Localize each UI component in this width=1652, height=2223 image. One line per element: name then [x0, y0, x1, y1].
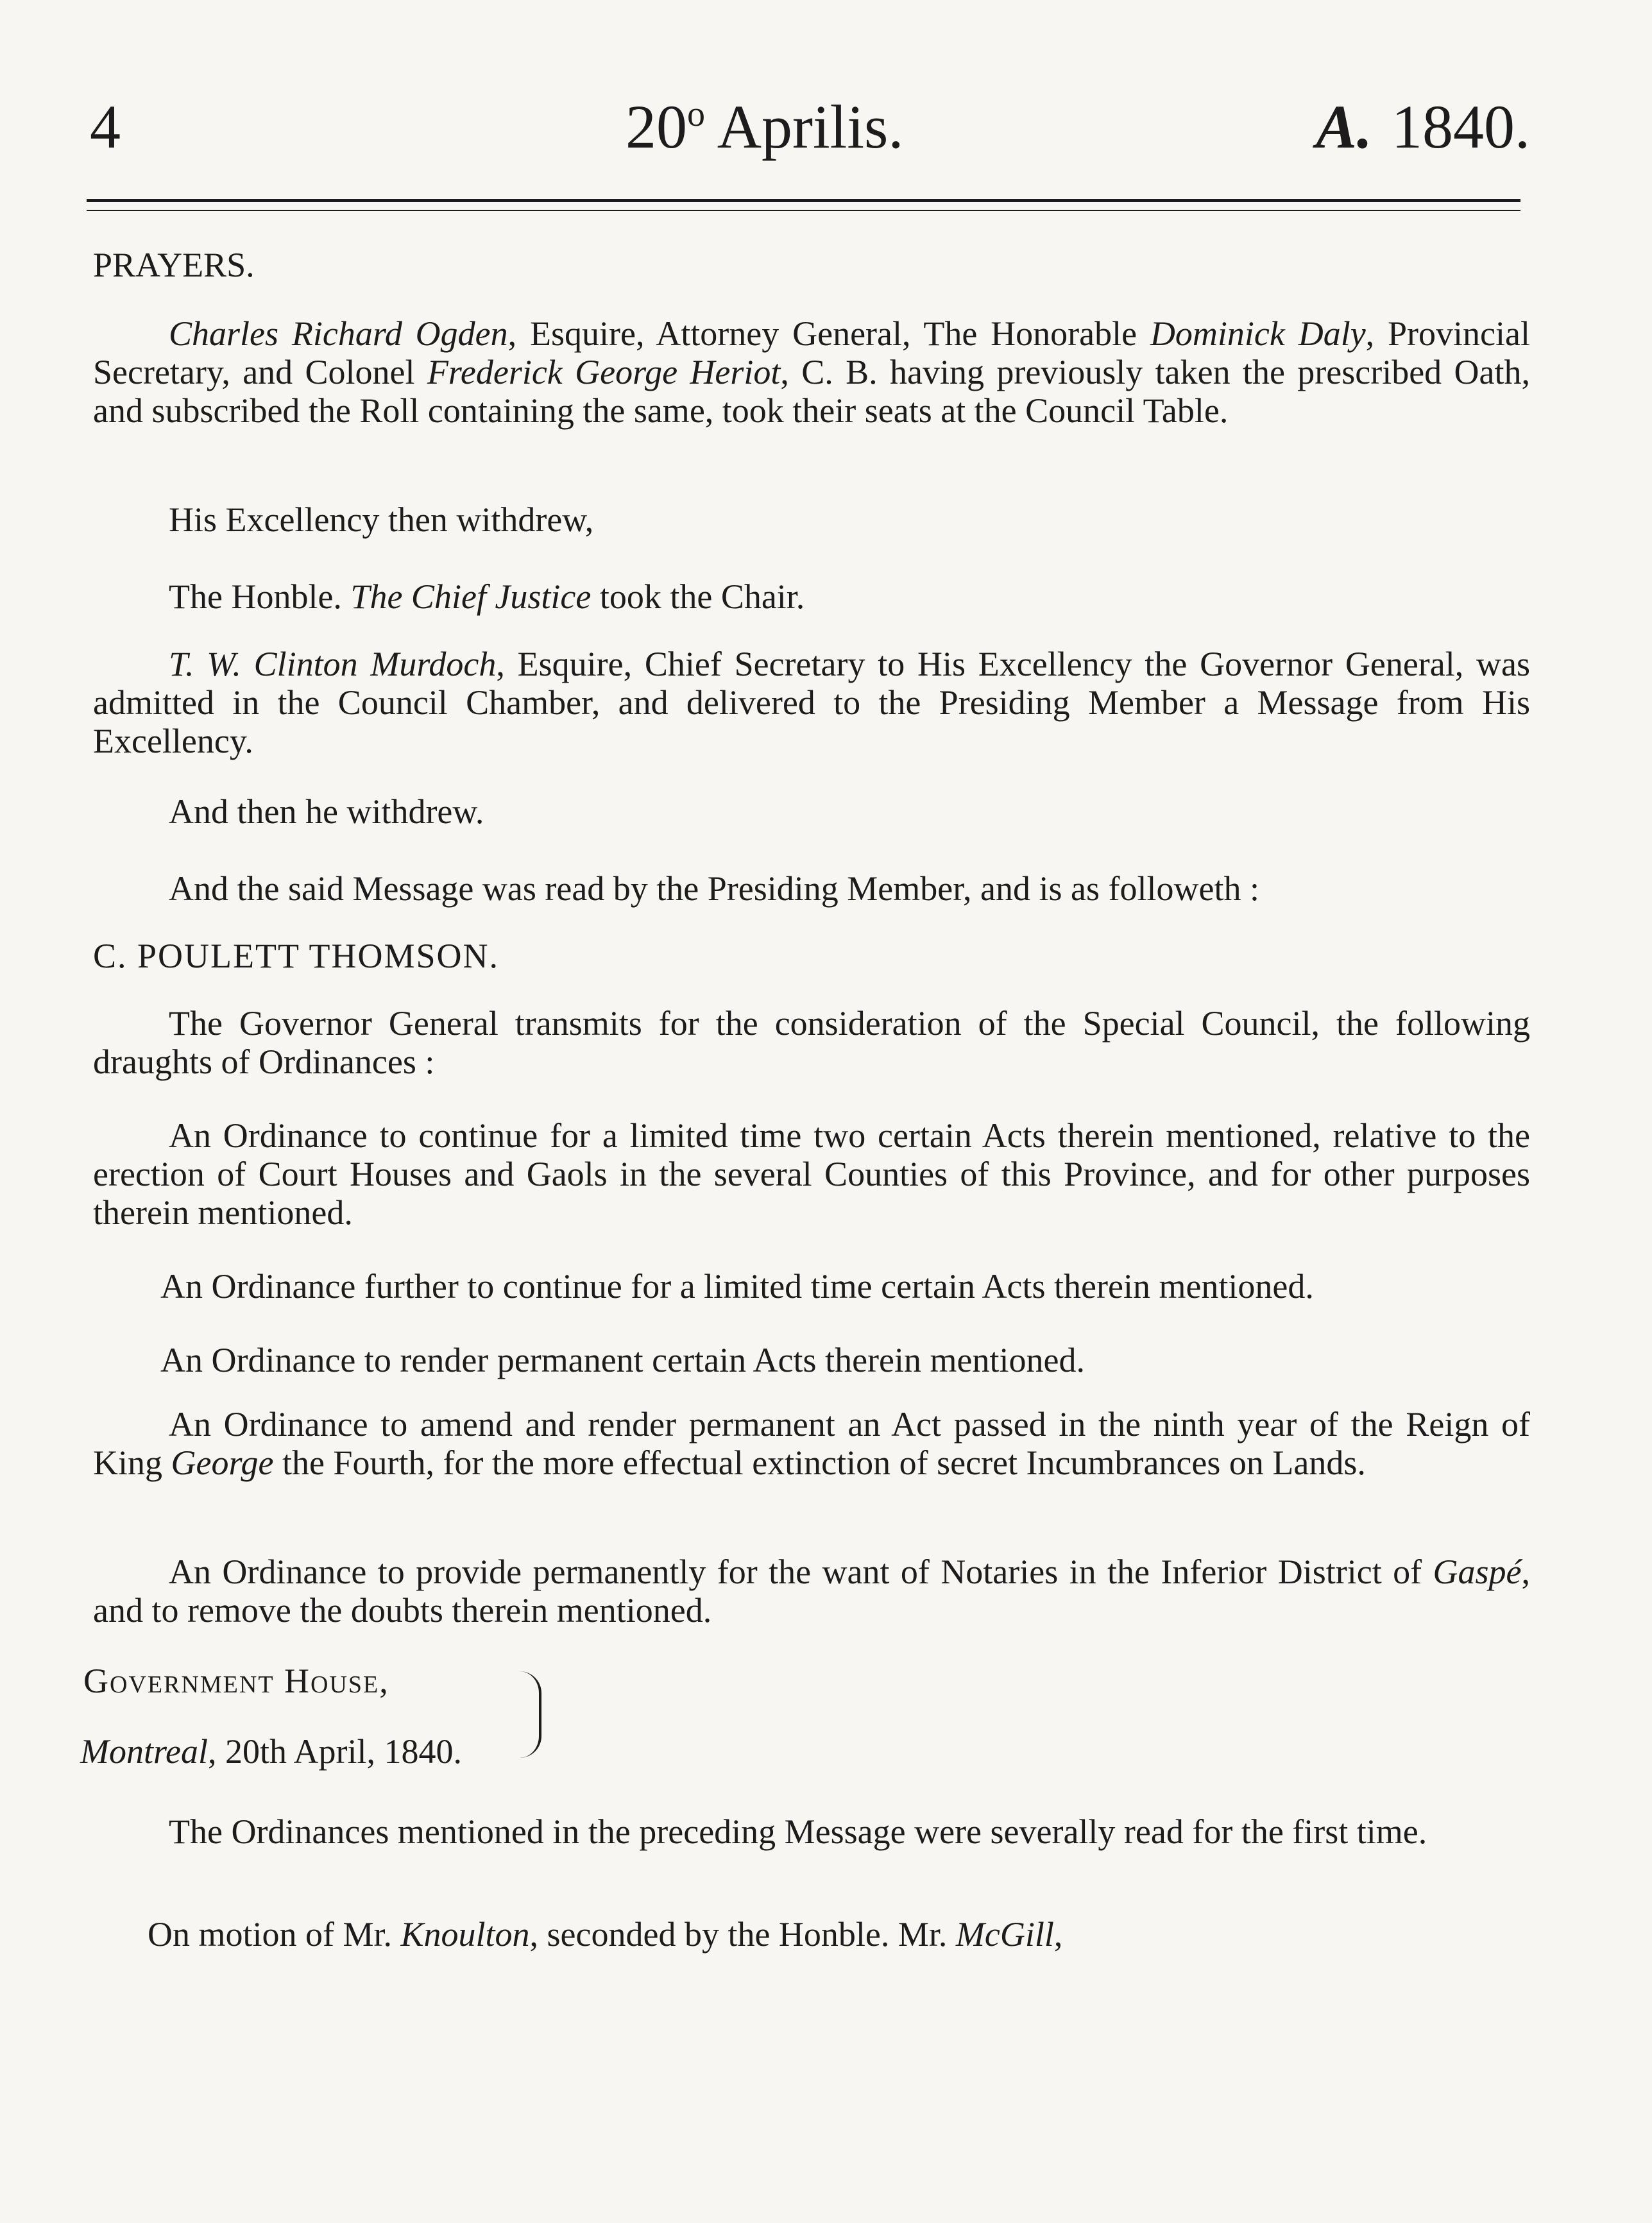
motion-line: On motion of Mr. Knoulton, seconded by the Honble. Mr. McGill,	[148, 1915, 1063, 1954]
header-rule-thick	[87, 199, 1520, 202]
signatory: C. POULETT THOMSON.	[93, 937, 500, 975]
ordinance-1: An Ordinance to continue for a limited time two certain Acts therein mentioned, relative to the erection of Court Houses and Gaols in the several Counties of this Province, and for other purposes therein mentioned.	[93, 1116, 1530, 1232]
first-reading-paragraph: The Ordinances mentioned in the preceding Message were severally read for the first time.	[169, 1812, 1427, 1851]
name-heriot: Frederick George Heriot	[427, 353, 781, 391]
date-ordinal: o	[687, 94, 705, 134]
header-rule-thin	[87, 210, 1520, 211]
date-day: 20	[626, 92, 687, 161]
murdoch-paragraph: T. W. Clinton Murdoch, Esquire, Chief Secretary to His Excellency the Governor General, was admitted in the Council Chamber, and delivered to the Presiding Member a Message from His Excellency.	[93, 645, 1530, 760]
government-house-line: Government House,	[83, 1662, 389, 1700]
page-year	[1315, 92, 1530, 161]
message-read-line: And the said Message was read by the Presiding Member, and is as followeth :	[169, 869, 1259, 908]
name-murdoch: T. W. Clinton Murdoch	[169, 645, 497, 683]
name-chief-justice: The Chief Justice	[350, 577, 592, 616]
prayers-heading: PRAYERS.	[93, 246, 255, 284]
signing-place-date: Montreal, 20th April, 1840.	[80, 1732, 462, 1771]
place-gaspe: Gaspé	[1433, 1553, 1522, 1591]
year-prefix: A.	[1315, 92, 1372, 161]
chair-line: The Honble. The Chief Justice took the Chair.	[169, 577, 805, 616]
ordinance-5: An Ordinance to provide permanently for the want of Notaries in the Inferior District of Gaspé, and to remove the doubts therein mentioned.	[93, 1553, 1530, 1630]
place-montreal: Montreal	[80, 1732, 208, 1771]
ordinance-3: An Ordinance to render permanent certain Acts therein mentioned.	[160, 1341, 1085, 1379]
ordinance-4: An Ordinance to amend and render permanent an Act passed in the ninth year of the Reign of King George the Fourth, for the more effectual extinction of secret Incumbrances on Lands.	[93, 1405, 1530, 1482]
transmits-paragraph: The Governor General transmits for the consideration of the Special Council, the following draughts of Ordinances :	[93, 1004, 1530, 1081]
brace-mark	[520, 1671, 541, 1758]
name-knoulton: Knoulton	[400, 1915, 530, 1954]
ordinance-2: An Ordinance further to continue for a limited time certain Acts therein mentioned.	[160, 1267, 1314, 1306]
withdrew-line-2: And then he withdrew.	[169, 792, 484, 831]
date-month: Aprilis.	[717, 92, 904, 161]
oath-paragraph: Charles Richard Ogden, Esquire, Attorney General, The Honorable Dominick Daly, Provincial Secretary, and Colonel Frederick George Heriot, C. B. having previously taken the prescribed Oath, and subscribed the Roll containing the same, took their seats at the Council Table.	[93, 314, 1530, 430]
page-number: 4	[90, 92, 121, 161]
withdrew-line-1: His Excellency then withdrew,	[169, 500, 594, 539]
name-george: George	[171, 1444, 274, 1482]
name-mcgill: McGill	[955, 1915, 1054, 1954]
name-ogden: Charles Richard Ogden	[169, 314, 508, 353]
year-value: 1840.	[1392, 92, 1530, 161]
page-date-heading	[626, 92, 904, 161]
name-daly: Dominick Daly	[1150, 314, 1366, 353]
